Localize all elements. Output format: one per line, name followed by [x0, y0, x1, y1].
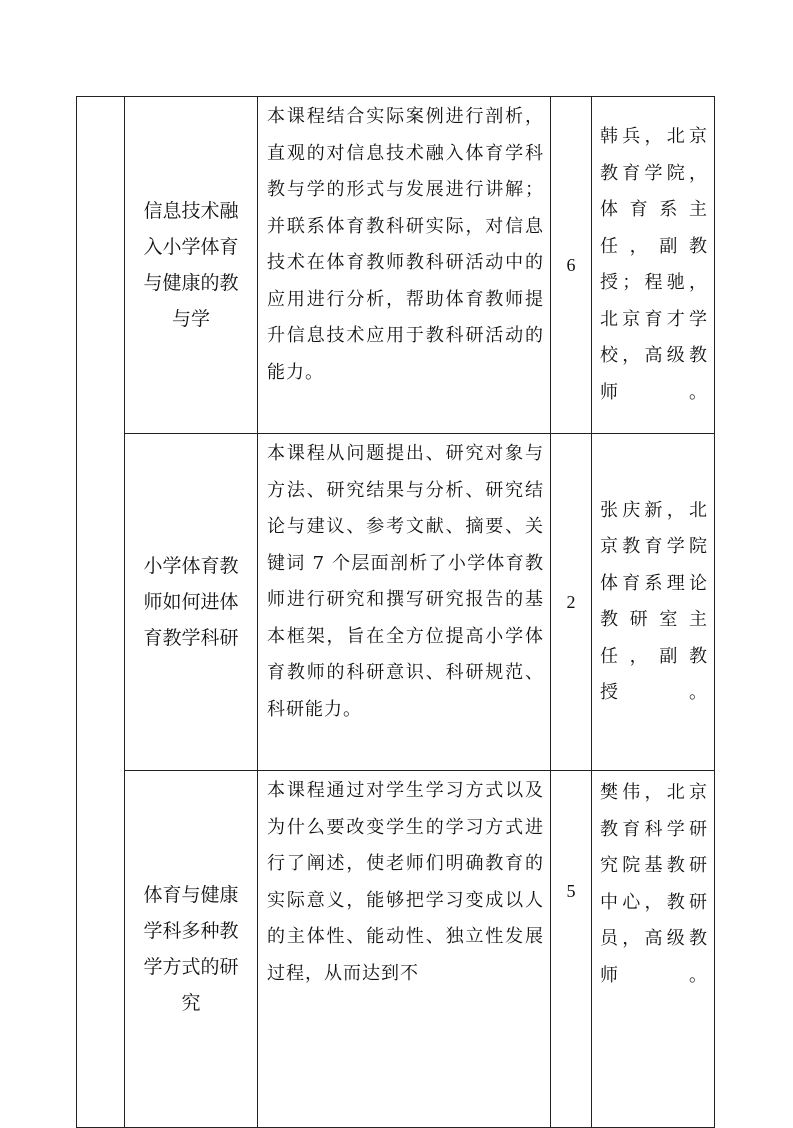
course-description: 本课程从问题提出、研究对象与方法、研究结果与分析、研究结论与建议、参考文献、摘要、关键词 7 个层面剖析了小学体育教师进行研究和撰写研究报告的基本框架，旨在全方位提高小学体育教师的科研意识、科研规范、科研能力。: [258, 434, 551, 771]
course-description: 本课程结合实际案例进行剖析，直观的对信息技术融入体育学科教与学的形式与发展进行讲解；并联系体育教科研实际，对信息技术在体育教师教科研活动中的应用进行分析，帮助体育教师提升信息技术应用于教科研活动的能力。: [258, 97, 551, 434]
course-hours: 2: [551, 434, 592, 771]
course-title: 信息技术融入小学体育与健康的教与学: [125, 97, 258, 434]
course-title: 小学体育教师如何进体育教学科研: [125, 434, 258, 771]
course-teacher: 樊伟，北京教育科学研究院基教研中心，教研员，高级教师。: [592, 771, 715, 1128]
table-row: [77, 771, 715, 1128]
course-hours: 5: [551, 771, 592, 1128]
course-hours: 6: [551, 97, 592, 434]
course-table: [76, 96, 715, 1128]
course-title: 体育与健康学科多种教学方式的研究: [125, 771, 258, 1128]
course-teacher: 韩兵，北京教育学院，体育系主任，副教授；程驰，北京育才学校，高级教师。: [592, 97, 715, 434]
module-cell: [77, 97, 125, 1128]
course-description: 本课程通过对学生学习方式以及为什么要改变学生的学习方式进行了阐述，使老师们明确教育的实际意义，能够把学习变成以人的主体性、能动性、独立性发展过程，从而达到不: [258, 771, 551, 1128]
table-row: [77, 434, 715, 771]
course-teacher: 张庆新，北京教育学院体育系理论教研室主任，副教授。: [592, 434, 715, 771]
table-row: [77, 97, 715, 434]
